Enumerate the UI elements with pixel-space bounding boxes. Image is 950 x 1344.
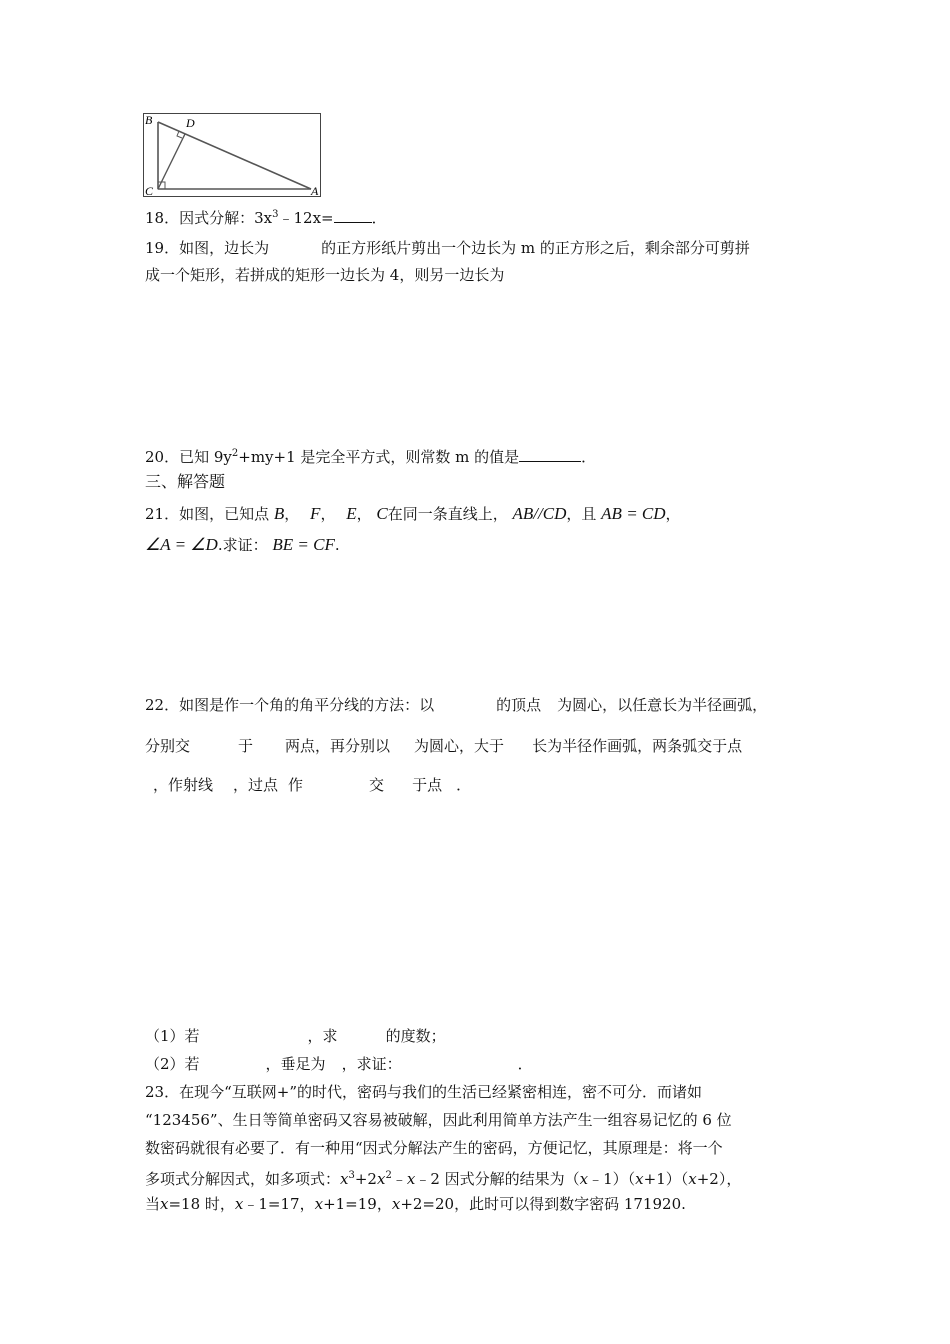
exp-3: 3 — [348, 1170, 355, 1181]
label-c: C — [145, 184, 154, 197]
var-x: x — [376, 1170, 386, 1188]
var-x: x — [314, 1195, 324, 1213]
q23-l4-e: ﹣1）（ — [588, 1170, 636, 1188]
q22-l3-b: ，过点 — [233, 776, 279, 794]
question-18 — [145, 204, 387, 229]
q22-p1-c: 的度数； — [385, 1027, 446, 1045]
question-23-line1: 23．在现今“互联网+”的时代，密码与我们的生活已经紧密相连，密不可分．而诸如 — [145, 1083, 702, 1101]
q23-l5-c: ﹣1=17， — [243, 1195, 315, 1213]
q18-rest: ﹣12x= — [278, 209, 334, 227]
var-x: x — [160, 1195, 169, 1213]
q22-l2-e: 长为半径作画弧，两条弧交于点 — [532, 737, 743, 755]
q22-p2-d: ． — [517, 1055, 533, 1073]
q22-l1-b: 的顶点 — [496, 696, 542, 714]
q19-text-line2: 成一个矩形，若拼成的矩形一边长为 4，则另一边长为 — [145, 266, 505, 284]
q18-answer-blank — [334, 208, 372, 223]
q23-l4-f: +1）（ — [643, 1170, 689, 1188]
q22-l2-b: 于 — [238, 737, 254, 755]
var-x: x — [391, 1195, 401, 1213]
q20-text-a: 20．已知 9y — [145, 448, 232, 466]
label-d: D — [186, 116, 195, 130]
q20-text-b: +my+1 是完全平方式，则常数 m 的值是 — [238, 448, 520, 466]
question-19-line2 — [145, 264, 504, 286]
q23-l4-d: ﹣2 因式分解的结果为（ — [415, 1170, 580, 1188]
question-23-line5 — [145, 1193, 686, 1215]
var-x: x — [688, 1170, 697, 1188]
q23-l4-c: ﹣ — [391, 1170, 407, 1188]
q21-text-c: ，且 — [566, 505, 597, 523]
q21-end: . — [334, 536, 340, 554]
var-x: x — [340, 1170, 349, 1188]
q23-l5-d: +1=19， — [323, 1195, 392, 1213]
q22-p1-a: （1）若 — [145, 1027, 200, 1045]
q22-p2-b: ，垂足为 — [265, 1055, 326, 1073]
q22-p1-b: ，求 — [307, 1027, 338, 1045]
q22-l3-d: 交 — [369, 776, 385, 794]
q21-angle: ∠A = ∠D — [145, 535, 218, 554]
var-x: x — [579, 1170, 589, 1188]
var-x: x — [234, 1195, 244, 1213]
question-20 — [145, 443, 596, 468]
q22-l2-a: 分别交 — [145, 737, 191, 755]
question-22-part1 — [145, 1025, 446, 1047]
q21-text-a: 21．如图，已知点 — [145, 505, 270, 523]
question-21-line1: 21．如图，已知点 B， F， E， C在同一条直线上， AB//CD，且 AB = CD， — [145, 504, 681, 523]
q21-equal: AB = CD — [601, 504, 666, 523]
q18-exponent: 3 — [272, 209, 279, 220]
q22-l3-f: ． — [456, 776, 472, 794]
q23-l5-b: =18 时， — [168, 1195, 235, 1213]
q23-l4-a: 多项式分解因式，如多项式： — [145, 1170, 341, 1188]
q19-text-a: 19．如图，边长为 — [145, 239, 270, 257]
question-22-line2 — [145, 735, 742, 757]
var-x: x — [635, 1170, 644, 1188]
q23-l4-g: +2）， — [696, 1170, 742, 1188]
question-22-line3 — [145, 774, 471, 796]
q22-l1-c: 为圆心，以任意长为半径画弧， — [557, 696, 768, 714]
q20-end: ． — [581, 448, 597, 466]
question-21-line2 — [145, 534, 340, 556]
q18-end: ． — [371, 209, 387, 227]
q23-l5-a: 当 — [145, 1195, 161, 1213]
label-b: B — [145, 113, 153, 127]
section-heading: 三、解答题 — [145, 472, 226, 491]
q21-prove: BE = CF — [272, 535, 335, 554]
q20-exponent: 2 — [231, 448, 239, 459]
question-22-line1 — [145, 694, 767, 716]
side-ba — [158, 122, 311, 189]
q22-l2-d: 为圆心，大于 — [414, 737, 505, 755]
point-e: E — [346, 504, 357, 523]
q21-text-b: 在同一条直线上， — [387, 505, 508, 523]
q23-l4-b: +2 — [354, 1170, 377, 1188]
altitude-cd — [158, 134, 185, 189]
q23-l5-e: +2=20，此时可以得到数字密码 171920. — [400, 1195, 686, 1213]
question-23-line4 — [145, 1165, 741, 1190]
q22-l3-e: 于点 — [412, 776, 443, 794]
q22-l3-c: 作 — [288, 776, 304, 794]
q19-text-b: 的正方形纸片剪出一个边长为 m 的正方形之后，剩余部分可剪拼 — [321, 239, 750, 257]
question-22-part2 — [145, 1053, 533, 1075]
label-a: A — [311, 184, 319, 197]
q22-l1-a: 22．如图是作一个角的角平分线的方法：以 — [145, 696, 435, 714]
q22-l2-c: 两点，再分别以 — [285, 737, 391, 755]
q22-p2-a: （2）若 — [145, 1055, 200, 1073]
q18-number: 18． — [145, 209, 180, 227]
q21-text-e: .求证： — [217, 536, 268, 554]
q21-text-d: ， — [665, 505, 681, 523]
q20-answer-blank — [519, 447, 581, 462]
point-f: F — [310, 504, 321, 523]
q22-l3-a: ，作射线 — [153, 776, 214, 794]
q21-parallel: AB//CD — [512, 504, 567, 523]
question-23-line3: 数密码就很有必要了．有一种用“因式分解法产生的密码，方便记忆，其原理是：将一个 — [145, 1139, 723, 1157]
triangle-figure — [143, 113, 321, 197]
question-19-line1 — [145, 237, 750, 259]
exp-2: 2 — [385, 1170, 392, 1181]
var-x: x — [406, 1170, 416, 1188]
q18-text: 因式分解：3x — [179, 209, 273, 227]
q22-p2-c: ，求证： — [341, 1055, 402, 1073]
point-b: B — [273, 504, 285, 523]
question-23-line2: “123456”、生日等简单密码又容易被破解，因此利用简单方法产生一组容易记忆的 6 位 — [145, 1111, 732, 1129]
point-c: C — [376, 504, 388, 523]
